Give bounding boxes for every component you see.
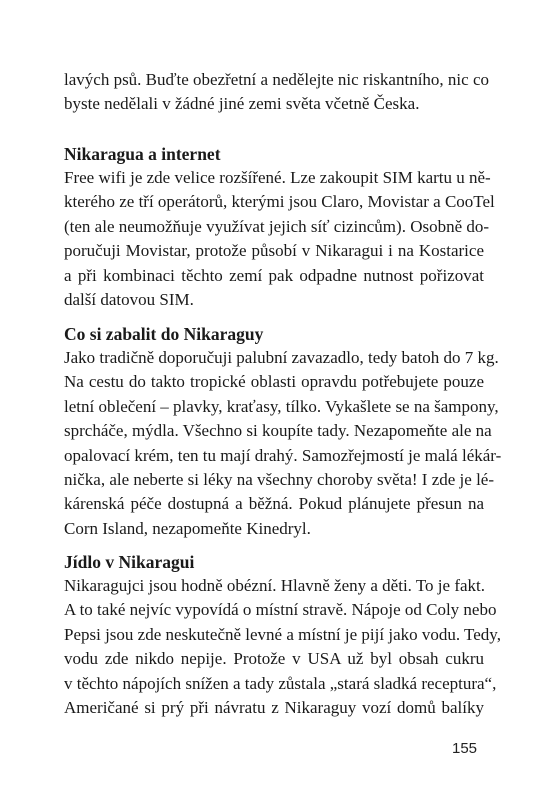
section-heading-food: Jídlo v Nikaragui: [64, 552, 195, 572]
paragraph-line: Jako tradičně doporučuji palubní zavazadlo, tedy batoh do 7 kg.: [64, 348, 499, 367]
paragraph-line: poručuji Movistar, protože působí v Nikaragui i na Kostarice: [64, 241, 484, 261]
food-paragraph: [64, 574, 501, 720]
intro-paragraph: [64, 68, 489, 117]
paragraph-line: lavých psů. Buďte obezřetní a nedělejte nic riskantního, nic co: [64, 70, 489, 89]
paragraph-line: Američané si prý při návratu z Nikaraguy vozí domů balíky: [64, 698, 484, 718]
paragraph-line: Free wifi je zde velice rozšířené. Lze zakoupit SIM kartu u ně-: [64, 168, 491, 187]
packing-paragraph: [64, 346, 502, 541]
section-heading-internet: Nikaragua a internet: [64, 144, 221, 164]
paragraph-line: vodu zde nikdo nepije. Protože v USA už byl obsah cukru: [64, 649, 484, 669]
paragraph-line: A to také nejvíc vypovídá o místní stravě. Nápoje od Coly nebo: [64, 600, 497, 620]
paragraph-line: Corn Island, nezapomeňte Kinedryl.: [64, 518, 311, 538]
paragraph-line: další datovou SIM.: [64, 290, 194, 310]
paragraph-line: a při kombinaci těchto zemí pak odpadne nutnost pořizovat: [64, 265, 484, 285]
paragraph-line: Pepsi jsou zde neskutečně levné a místní je pijí jako vodu. Tedy,: [64, 624, 501, 644]
paragraph-line: kárenská péče dostupná a běžná. Pokud plánujete přesun na: [64, 494, 484, 514]
paragraph-line: nička, ale neberte si léky na všechny choroby světa! I zde je lé-: [64, 470, 495, 490]
paragraph-line: v těchto nápojích snížen a tady zůstala „stará sladká receptura“,: [64, 673, 497, 693]
paragraph-line: opalovací krém, ten tu mají drahý. Samozřejmostí je malá lékár-: [64, 445, 502, 465]
paragraph-line: letní oblečení – plavky, kraťasy, tílko. Vykašlete se na šampony,: [64, 396, 499, 416]
paragraph-line: Nikaragujci jsou hodně obézní. Hlavně ženy a děti. To je fakt.: [64, 576, 485, 595]
page-number: 155: [452, 740, 478, 757]
internet-paragraph: [64, 166, 495, 312]
paragraph-line: byste nedělali v žádné jiné zemi světa včetně Česka.: [64, 94, 420, 114]
section-heading-packing: Co si zabalit do Nikaraguy: [64, 324, 264, 344]
paragraph-line: sprcháče, mýdla. Všechno si koupíte tady. Nezapomeňte ale na: [64, 421, 492, 441]
paragraph-line: kterého ze tří operátorů, kterými jsou Claro, Movistar a CooTel: [64, 192, 495, 212]
paragraph-line: (ten ale neumožňuje využívat jejich síť cizincům). Osobně do-: [64, 216, 490, 236]
paragraph-line: Na cestu do takto tropické oblasti opravdu potřebujete pouze: [64, 372, 484, 392]
